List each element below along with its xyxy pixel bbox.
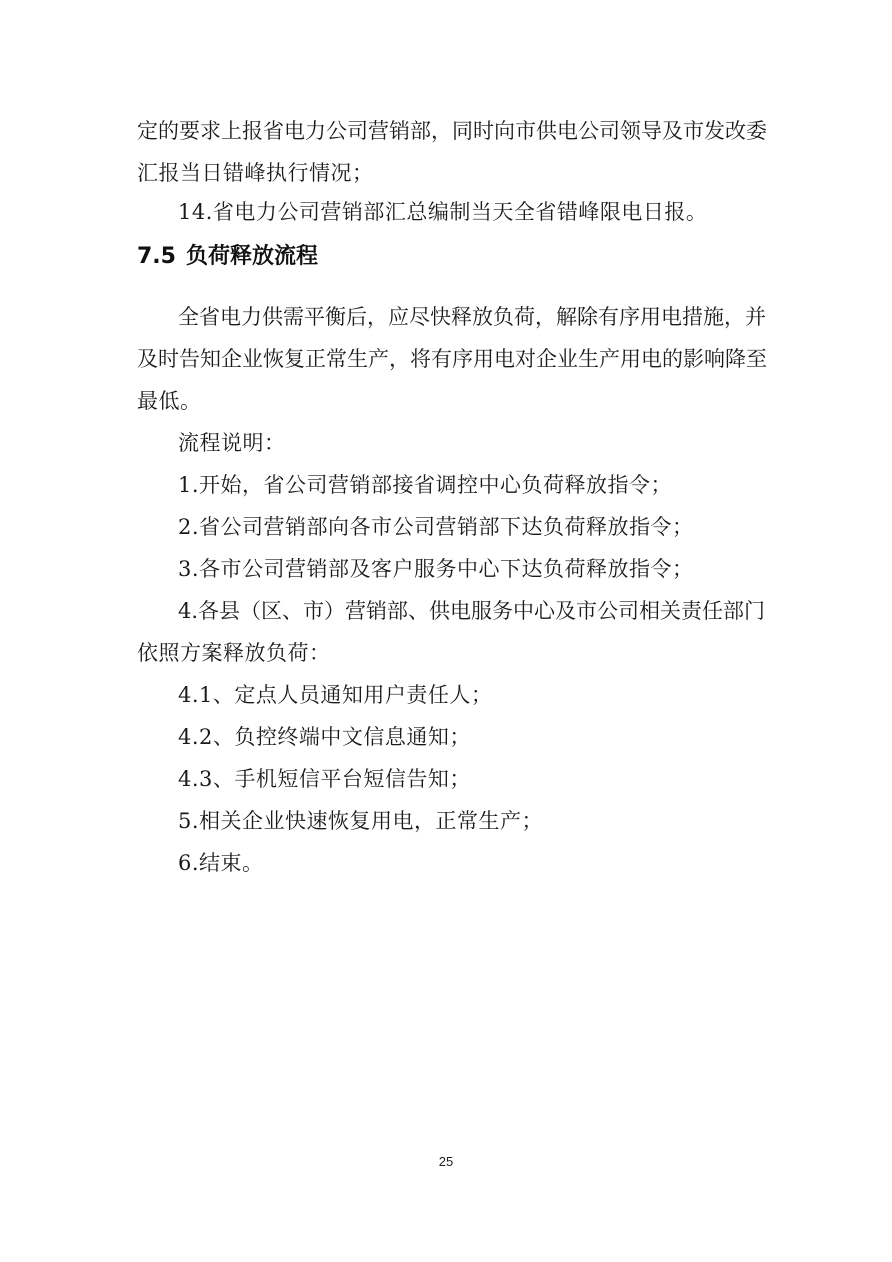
process-label: 流程说明： [178,431,286,455]
intro-line-3: 最低。 [137,389,202,413]
page-number: 25 [438,1154,454,1169]
step-4-line-2: 依照方案释放负荷： [137,641,331,665]
section-heading [137,243,318,271]
continuation-line-2: 汇报当日错峰执行情况； [137,161,374,185]
section-title: 负荷释放流程 [185,244,318,269]
continuation-line-1: 定的要求上报省电力公司营销部，同时向市供电公司领导及市发改委 [137,119,767,143]
step-3: 3.各市公司营销部及客户服务中心下达负荷释放指令； [178,557,694,581]
item-14: 14.省电力公司营销部汇总编制当天全省错峰限电日报。 [178,200,708,224]
intro-line-1: 全省电力供需平衡后，应尽快释放负荷，解除有序用电措施，并 [178,305,766,329]
substep-4-3: 4.3、手机短信平台短信告知； [178,767,471,791]
section-number: 7.5 [137,244,176,269]
substep-4-1: 4.1、定点人员通知用户责任人； [178,683,493,707]
step-4-line-1: 4.各县（区、市）营销部、供电服务中心及市公司相关责任部门 [178,599,766,623]
intro-line-2: 及时告知企业恢复正常生产，将有序用电对企业生产用电的影响降至 [137,347,767,371]
step-5: 5.相关企业快速恢复用电，正常生产； [178,809,544,833]
step-6: 6.结束。 [178,851,264,875]
step-2: 2.省公司营销部向各市公司营销部下达负荷释放指令； [178,515,694,539]
substep-4-2: 4.2、负控终端中文信息通知； [178,725,471,749]
step-1: 1.开始，省公司营销部接省调控中心负荷释放指令； [178,473,673,497]
